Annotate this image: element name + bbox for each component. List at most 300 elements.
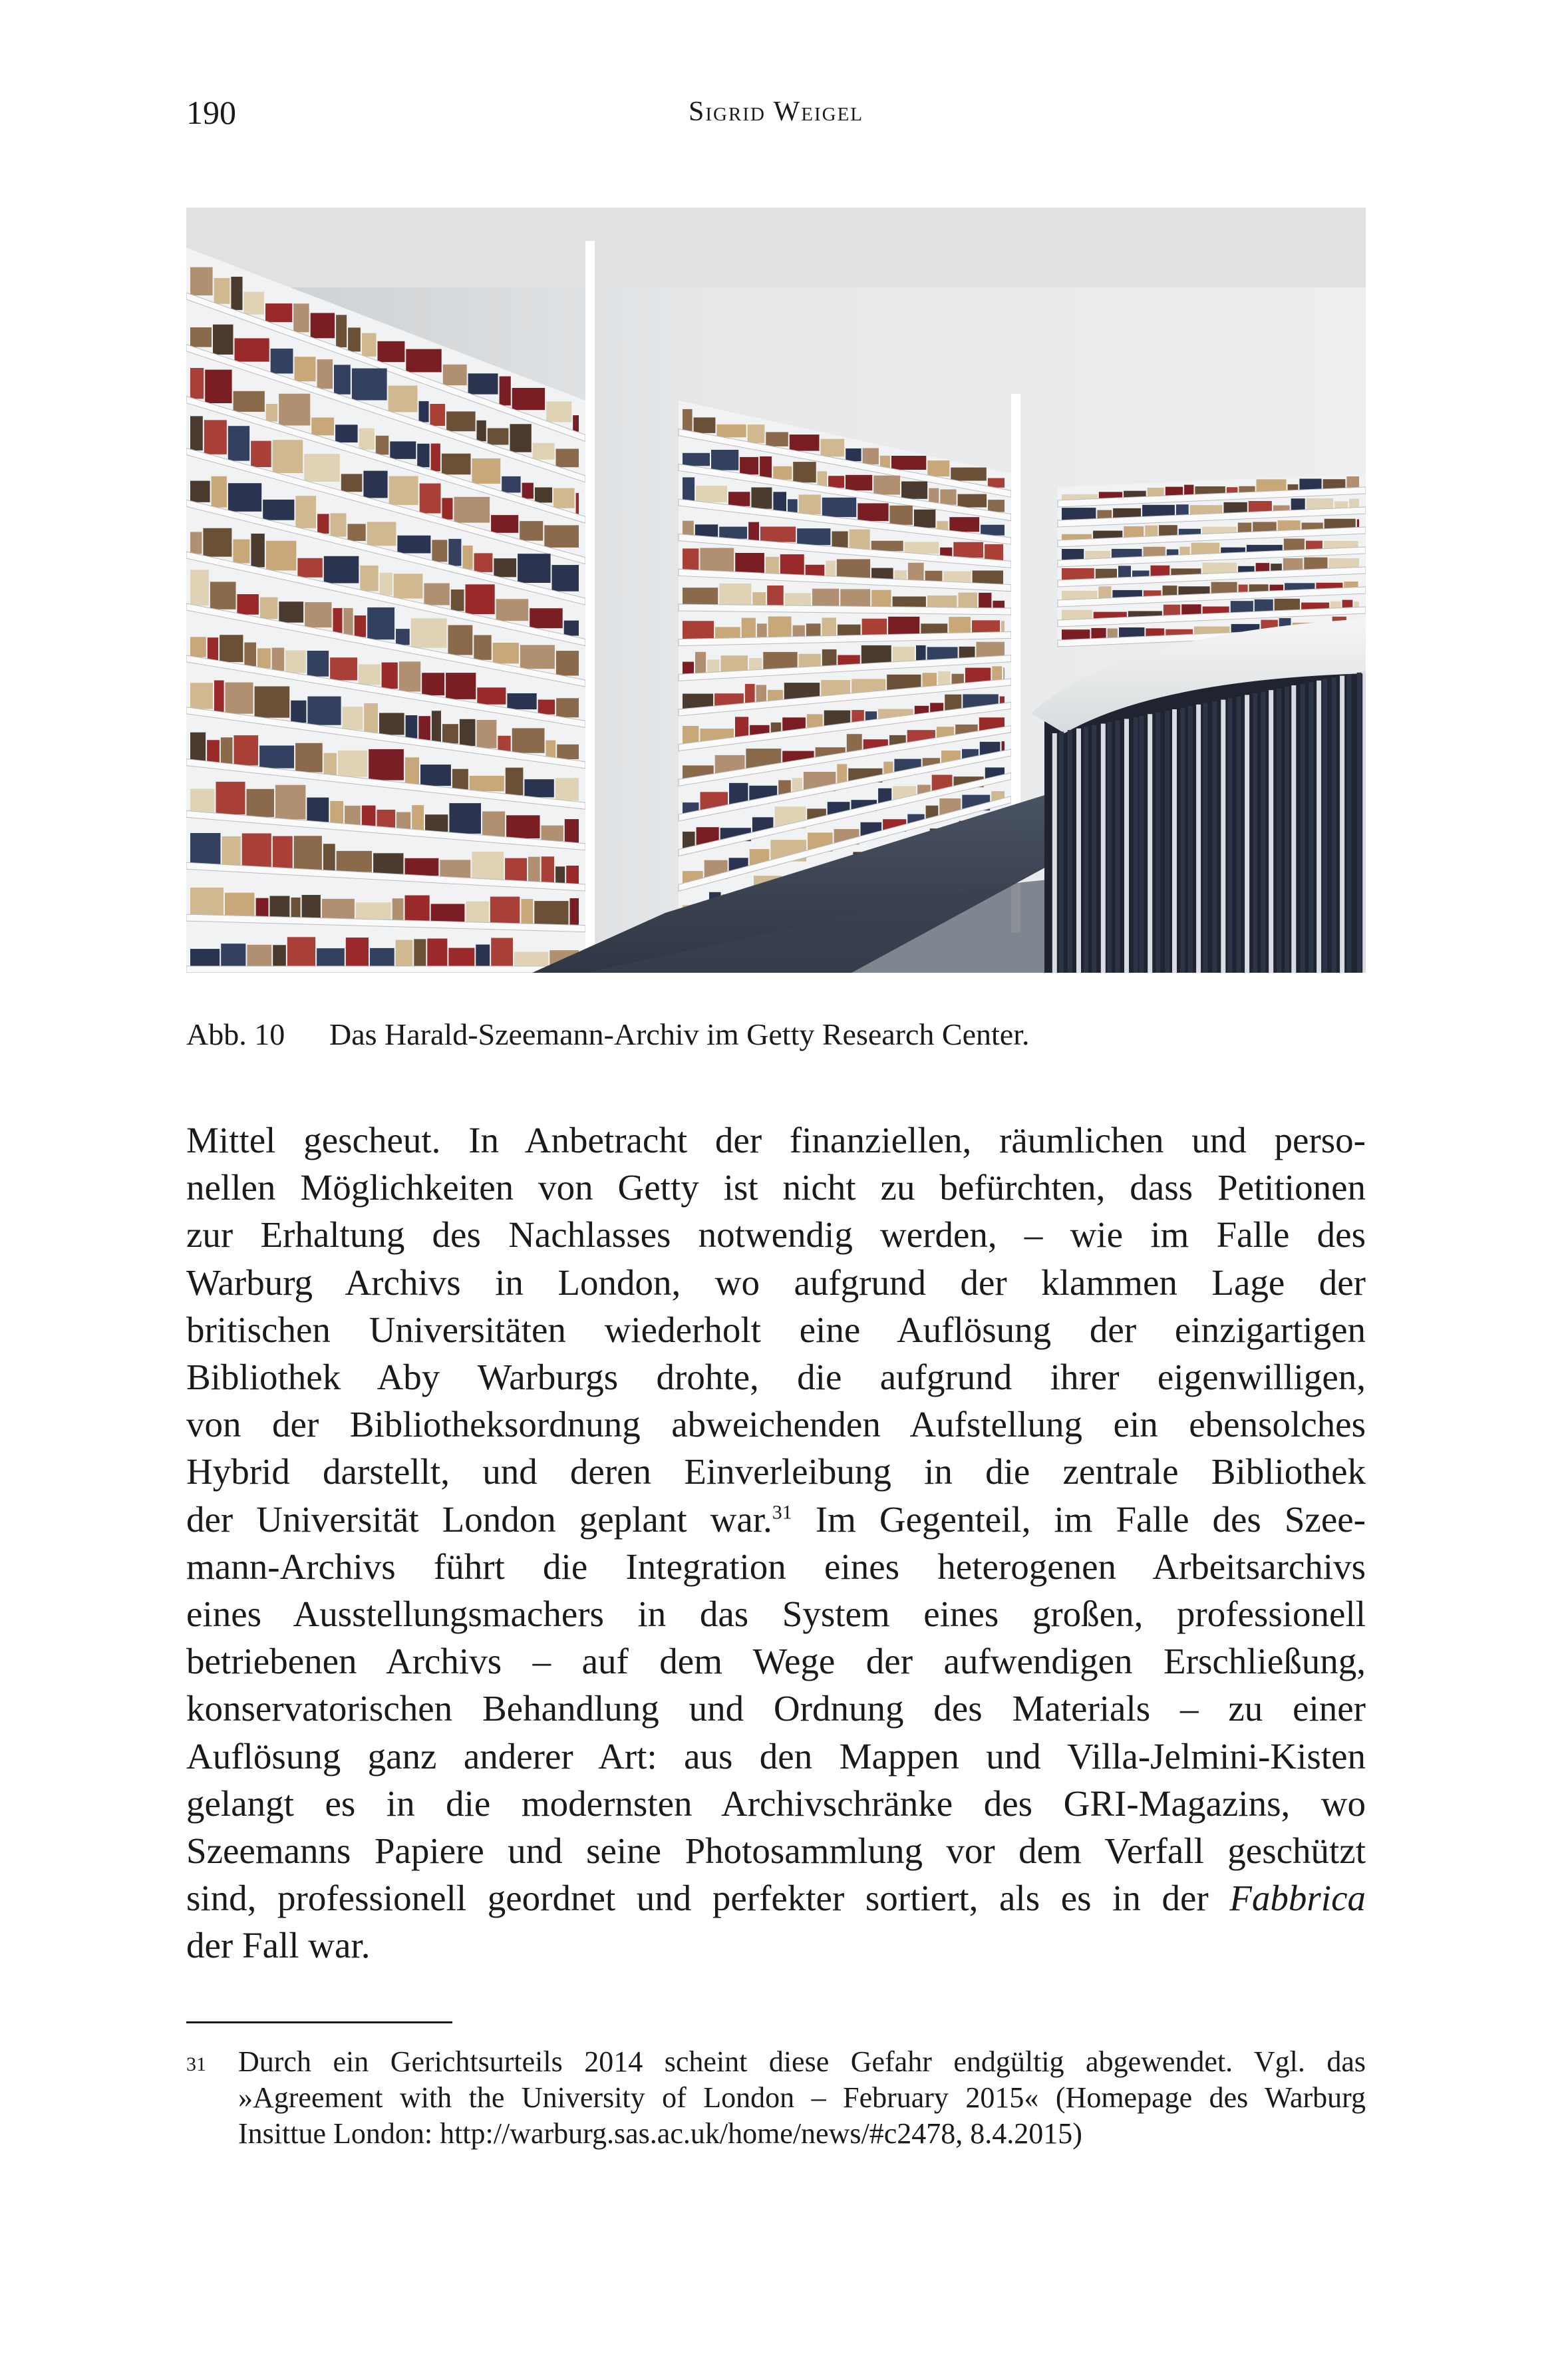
book-spine (460, 719, 476, 746)
binder (1124, 719, 1129, 973)
book-spine (538, 700, 555, 715)
book-spine (279, 601, 303, 623)
book-spine (190, 267, 213, 295)
book-spine (806, 565, 825, 577)
book-spine (566, 866, 579, 885)
book-spine (751, 488, 772, 509)
book-spine (452, 769, 468, 790)
book-spine (683, 453, 710, 466)
book-spine (220, 635, 243, 662)
book-spine (468, 373, 498, 394)
binder (1059, 732, 1064, 973)
book-spine (553, 488, 575, 508)
body-line-with-footnote (186, 1496, 1366, 1543)
book-spine (716, 425, 746, 437)
book-spine (431, 444, 440, 472)
book-spine (377, 810, 396, 828)
book-spine (233, 540, 249, 564)
book-spine (826, 561, 836, 578)
book-spine (719, 584, 751, 606)
book-spine (766, 557, 779, 575)
footnote-line-last: Insittue London: http://warburg.sas.ac.uk/home/news/#c2478, 8.4.2015) (238, 2117, 1082, 2150)
book-spine (832, 532, 848, 548)
footnote-reference[interactable]: 31 (772, 1501, 792, 1524)
book-spine (890, 506, 913, 525)
book-spine (378, 341, 405, 362)
book-spine (369, 749, 404, 780)
book-spine (891, 456, 926, 470)
book-spine (760, 456, 772, 478)
book-spine (343, 707, 363, 730)
book-spine (555, 866, 565, 884)
binder (1068, 730, 1072, 973)
book-spine (500, 377, 511, 406)
book-spine (696, 486, 727, 502)
book-spine (985, 544, 1003, 560)
book-spine (399, 661, 420, 691)
book-spine (412, 805, 424, 830)
book-spine (336, 315, 347, 347)
book-spine (880, 456, 890, 468)
body-line: mann-Archivs führt die Integration eines heterogenen Arbeitsarchivs (186, 1546, 1366, 1587)
book-spine (533, 443, 555, 460)
book-spine (432, 540, 447, 562)
body-line: Hybrid darstellt, und deren Einverleibung in die zentrale Bibliothek (186, 1451, 1366, 1492)
book-spine (871, 541, 903, 551)
book-spine (273, 440, 303, 473)
book-spine (958, 494, 987, 508)
book-spine (380, 573, 392, 595)
book-spine (270, 896, 290, 918)
binder (1301, 684, 1305, 973)
book-spine (451, 590, 464, 611)
binder (1156, 713, 1160, 973)
book-spine (190, 888, 224, 916)
binder (1203, 703, 1208, 973)
book-spine (683, 621, 714, 640)
book-spine (225, 893, 255, 917)
book-spine (190, 733, 206, 761)
book-spine (711, 450, 738, 470)
book-spine (257, 648, 271, 668)
book-spine (190, 570, 209, 605)
book-spine (287, 937, 315, 967)
binder (1285, 687, 1289, 973)
book-spine (477, 720, 497, 749)
book-spine (190, 789, 215, 812)
book-spine (190, 481, 210, 502)
shelf-board (186, 966, 585, 973)
book-spine (477, 687, 506, 704)
body-line: Auflösung ganz anderer Art: aus den Mappen und Villa-Jelmini-Kisten (186, 1735, 1366, 1777)
book-spine (396, 629, 410, 645)
book-spine (905, 542, 939, 554)
book-spine (448, 539, 461, 566)
book-spine (222, 836, 241, 866)
binder (1236, 697, 1241, 973)
binder (1309, 682, 1313, 973)
book-spine (348, 524, 366, 541)
italic-term: Fabbrica (1229, 1878, 1366, 1919)
book-spine (235, 338, 269, 361)
book-spine (425, 814, 448, 832)
book-spine (244, 643, 256, 667)
book-spine (390, 441, 416, 458)
book-spine (213, 325, 233, 355)
book-spine (863, 448, 879, 464)
binder (1052, 733, 1057, 973)
book-spine (228, 426, 249, 460)
binder (1101, 724, 1106, 973)
body-line: eines Ausstellungsmachers in das System eines großen, professionell (186, 1594, 1366, 1635)
binder (1357, 673, 1362, 973)
book-spine (850, 530, 870, 550)
book-spine (524, 779, 553, 797)
footnote-body (238, 2044, 1366, 2152)
book-spine (534, 901, 568, 925)
book-spine (818, 471, 827, 486)
book-spine (929, 488, 939, 503)
book-spine (279, 394, 310, 426)
book-spine (305, 602, 331, 627)
book-spine (564, 621, 579, 636)
book-spine (981, 525, 1005, 536)
binder (1134, 717, 1138, 973)
book-spine (700, 548, 734, 572)
book-spine (521, 899, 533, 925)
book-spine (745, 684, 755, 705)
book-spine (512, 728, 545, 753)
book-spine (442, 724, 458, 743)
body-text-segment: der Universität London geplant war. (186, 1498, 772, 1540)
book-spine (857, 503, 888, 521)
book-spine (337, 851, 372, 872)
binder (1347, 674, 1352, 973)
book-spine (333, 608, 343, 633)
book-spine (335, 425, 357, 442)
book-spine (748, 522, 759, 542)
book-spine (237, 594, 259, 615)
book-spine (322, 899, 355, 920)
book-spine (190, 327, 212, 347)
book-spine (446, 411, 476, 431)
binder (1340, 676, 1344, 973)
book-spine (740, 457, 758, 474)
book-spine (683, 409, 693, 431)
book-spine (576, 493, 579, 515)
book-spine (271, 349, 293, 374)
book-spine (214, 278, 230, 304)
book-spine (472, 458, 501, 484)
book-spine (446, 673, 476, 699)
book-spine (207, 740, 220, 763)
book-spine (466, 902, 489, 924)
book-spine (382, 663, 398, 689)
book-spine (346, 937, 369, 967)
book-spine (790, 434, 820, 451)
book-spine (331, 513, 347, 536)
book-spine (265, 303, 292, 322)
book-spine (797, 528, 830, 545)
book-spine (190, 833, 221, 864)
book-spine (324, 556, 359, 584)
book-spine (203, 528, 232, 557)
book-spine (756, 685, 766, 703)
book-spine (406, 715, 418, 739)
book-spine (530, 608, 563, 628)
book-spine (491, 938, 513, 967)
book-spine (822, 617, 837, 637)
body-line: Warburg Archivs in London, wo aufgrund der klammen Lage der (186, 1262, 1366, 1303)
book-spine (362, 806, 376, 827)
book-spine (396, 940, 413, 967)
book-spine (330, 657, 357, 680)
binder (1261, 692, 1265, 973)
book-spine (226, 683, 253, 714)
book-spine (493, 643, 519, 663)
body-line: Szeemanns Papiere und seine Photosammlung vor dem Verfall geschützt (186, 1830, 1366, 1872)
figure-caption-text: Das Harald-Szeemann-Archiv im Getty Research Center. (329, 1017, 1030, 1051)
book-spine (953, 542, 983, 558)
book-spine (367, 607, 394, 639)
book-spine (228, 483, 261, 512)
book-spine (396, 812, 410, 830)
book-spine (812, 589, 839, 607)
body-paragraph (186, 1116, 1366, 1969)
archive-photograph (186, 208, 1366, 973)
book-spine (828, 476, 844, 488)
book-spine (427, 939, 447, 967)
book-spine (373, 853, 403, 874)
book-spine (295, 743, 323, 772)
book-spine (190, 637, 206, 657)
book-spine (255, 687, 290, 718)
book-spine (424, 584, 449, 605)
body-line-last: der Fall war. (186, 1925, 371, 1966)
book-spine (454, 497, 490, 523)
book-spine (405, 757, 419, 784)
book-spine (205, 370, 232, 403)
book-spine (307, 697, 341, 725)
book-spine (256, 898, 269, 918)
book-spine (694, 417, 716, 433)
running-head (186, 93, 1366, 146)
body-line-with-italic (186, 1874, 1366, 1922)
book-spine (498, 736, 510, 751)
book-spine (430, 404, 445, 426)
book-spine (214, 681, 224, 713)
book-spine (233, 391, 265, 412)
body-line: zur Erhaltung des Nachlasses notwendig werden, – wie im Falle des (186, 1214, 1366, 1256)
book-spine (420, 765, 451, 786)
book-spine (683, 477, 695, 500)
book-spine (683, 548, 698, 570)
binder (1245, 695, 1249, 973)
book-spine (285, 651, 306, 673)
body-text-segment: Im Gegenteil, im Falle des Szee- (792, 1498, 1366, 1540)
book-spine (263, 500, 294, 520)
book-spine (728, 492, 750, 506)
book-spine (482, 812, 505, 837)
book-spine (442, 498, 452, 519)
binder (1148, 714, 1152, 973)
book-spine (799, 494, 821, 514)
book-spine (695, 524, 718, 536)
book-spine (405, 896, 430, 922)
binder (1269, 690, 1273, 973)
book-spine (260, 597, 277, 619)
book-spine (494, 558, 516, 577)
body-line: nellen Möglichkeiten von Getty ist nicht zu befürchten, dass Petitionen (186, 1167, 1366, 1208)
book-spine (683, 588, 718, 605)
running-head-author: Sigrid Weigel (688, 96, 864, 127)
book-spine (552, 565, 579, 592)
book-spine (528, 857, 540, 883)
book-spine (273, 836, 293, 869)
book-spine (988, 478, 1005, 488)
book-spine (210, 582, 236, 609)
book-spine (555, 778, 579, 800)
book-spine (556, 698, 579, 717)
binder (1362, 671, 1366, 973)
book-spine (462, 546, 472, 570)
book-spine (760, 527, 796, 542)
body-text-segment: sind, professionell geordnet und perfekter sortiert, als es in der (186, 1878, 1230, 1919)
book-spine (231, 277, 242, 310)
binder (1291, 685, 1296, 973)
book-spine (417, 444, 429, 467)
book-spine (542, 856, 554, 883)
book-spine (221, 737, 233, 764)
book-spine (735, 717, 748, 739)
book-spine (846, 475, 872, 490)
figure-caption (186, 1017, 1030, 1052)
book-spine (535, 488, 552, 503)
book-spine (927, 460, 949, 476)
body-line: betriebenen Archivs – auf dem Wege der aufwendigen Erschließung, (186, 1641, 1366, 1682)
book-spine (512, 388, 545, 410)
book-spine (449, 803, 481, 834)
book-spine (522, 483, 534, 499)
book-spine (259, 746, 294, 768)
book-spine (507, 693, 536, 709)
book-spine (411, 618, 447, 647)
book-spine (297, 558, 322, 578)
book-spine (510, 424, 532, 452)
book-spine (323, 844, 335, 871)
book-spine (914, 510, 935, 528)
body-line: konservatorischen Behandlung und Ordnung des Materials – zu einer (186, 1688, 1366, 1729)
book-spine (355, 615, 367, 637)
book-spine (317, 359, 333, 389)
book-spine (518, 554, 551, 583)
book-spine (190, 368, 204, 399)
binder (1180, 708, 1185, 973)
book-spine (476, 945, 490, 967)
book-spine (348, 327, 361, 351)
book-spine (773, 492, 786, 511)
book-spine (317, 948, 345, 967)
binder (1076, 729, 1081, 973)
book-spine (474, 553, 493, 572)
book-spine (573, 415, 579, 432)
book-spine (748, 425, 765, 443)
body-line: gelangt es in die modernsten Archivschränke des GRI-Magazins, wo (186, 1783, 1366, 1824)
book-spine (330, 801, 343, 824)
book-spine (304, 454, 340, 482)
book-spine (338, 751, 367, 777)
book-spine (334, 365, 351, 394)
book-spine (925, 571, 943, 582)
book-spine (871, 568, 893, 580)
book-spine (951, 468, 987, 481)
body-line: britischen Universitäten wiederholt eine Auflösung der einzigartigen (186, 1309, 1366, 1350)
book-spine (293, 303, 309, 332)
book-spine (190, 416, 203, 450)
binder (1115, 721, 1120, 973)
book-spine (546, 741, 556, 758)
book-spine (943, 572, 971, 583)
book-spine (414, 939, 426, 967)
book-spine (544, 525, 579, 548)
book-spine (266, 404, 277, 422)
book-spine (542, 826, 563, 842)
book-spine (272, 648, 285, 671)
book-spine (376, 436, 389, 455)
book-spine (307, 651, 329, 677)
book-spine (443, 365, 467, 385)
book-spine (440, 860, 470, 878)
book-spine (394, 574, 423, 598)
book-spine (565, 819, 579, 843)
footnote-line: Durch ein Gerichtsurteils 2014 scheint diese Gefahr endgültig abgewendet. Vgl. das (238, 2045, 1366, 2078)
book-spine (752, 592, 766, 606)
book-spine (291, 898, 301, 919)
book-spine (448, 625, 473, 655)
book-spine (822, 649, 837, 667)
book-spine (973, 571, 1003, 584)
book-spine (496, 599, 529, 621)
book-spine (862, 619, 887, 637)
book-spine (406, 349, 441, 373)
binder (1084, 727, 1088, 973)
book-spine (364, 703, 378, 733)
figure-label: Abb. 10 (186, 1017, 285, 1051)
binder (1221, 700, 1225, 973)
book-spine (302, 895, 321, 919)
book-spine (242, 834, 271, 867)
book-spine (442, 454, 471, 475)
book-spine (448, 948, 474, 967)
book-spine (514, 952, 548, 967)
binder (1188, 706, 1193, 973)
book-spine (837, 559, 870, 578)
book-spine (367, 522, 396, 546)
book-spine (871, 590, 891, 608)
book-spine (359, 664, 381, 685)
book-spine (470, 776, 504, 791)
binder (1165, 711, 1169, 973)
book-spine (392, 898, 404, 922)
book-spine (1001, 621, 1005, 633)
body-line: Bibliothek Aby Warburgs drohte, die aufgrund ihrer eigenwilligen, (186, 1357, 1366, 1398)
book-spine (506, 815, 540, 838)
book-spine (397, 536, 430, 554)
book-spine (370, 948, 394, 967)
book-spine (773, 466, 792, 480)
book-spine (768, 617, 792, 639)
book-spine (806, 623, 821, 637)
